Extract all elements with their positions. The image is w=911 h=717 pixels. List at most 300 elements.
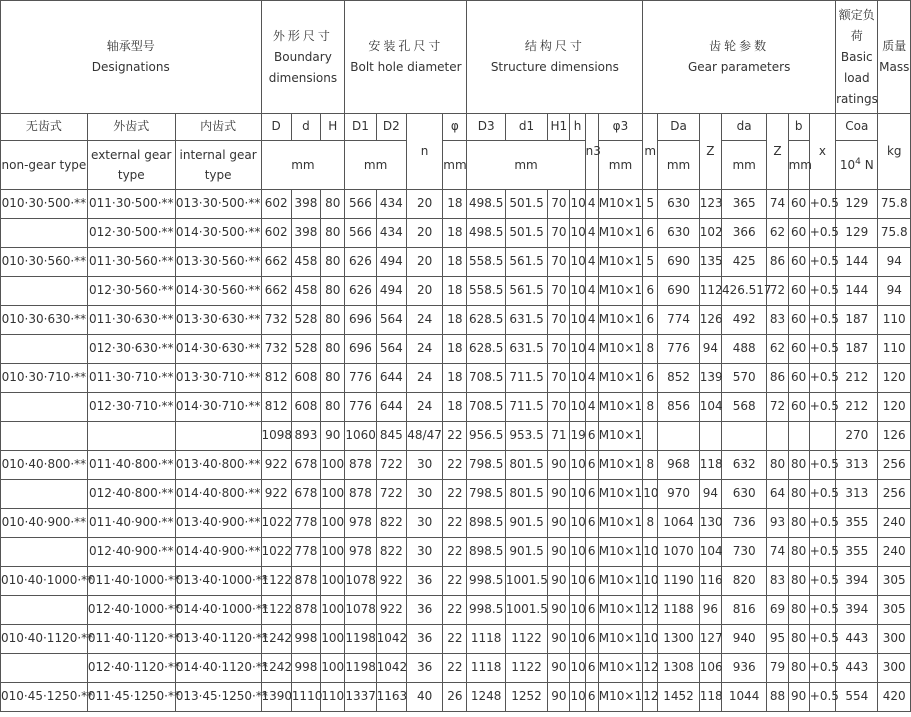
cell-n: 24 [406,335,442,364]
col-D2: D2 [376,114,406,141]
cell-Da: 774 [658,306,699,335]
col-h: h [570,114,585,141]
cell-da: 820 [721,567,766,596]
cell-phi: 22 [443,538,467,567]
cell-H1: 70 [548,190,570,219]
cell-Da: 852 [658,364,699,393]
cell-non [1,219,88,248]
cell-D3: 708.5 [467,393,505,422]
cell-da: 940 [721,625,766,654]
cell-H1: 70 [548,277,570,306]
cell-d1: 561.5 [505,277,547,306]
cell-coa: 212 [836,393,878,422]
cell-mass: 120 [878,393,911,422]
cell-D: 662 [261,248,291,277]
cell-H: 110 [321,683,345,712]
cell-H1: 70 [548,306,570,335]
cell-phi: 22 [443,480,467,509]
cell-H: 100 [321,451,345,480]
cell-D1: 1198 [345,625,376,654]
cell-n3: 6 [585,422,598,451]
cell-H: 90 [321,422,345,451]
cell-phi3: M10×1 [598,422,642,451]
cell-z2: 72 [767,277,788,306]
cell-mass: 305 [878,596,911,625]
cell-b: 60 [788,219,809,248]
cell-non [1,277,88,306]
cell-n3: 6 [585,654,598,683]
cell-z2: 80 [767,451,788,480]
cell-D: 1390 [261,683,291,712]
cell-z1 [699,422,721,451]
cell-z2: 79 [767,654,788,683]
cell-ext: 011·30·560·** [87,248,175,277]
cell-Da: 690 [658,248,699,277]
cell-D2: 1042 [376,625,406,654]
cell-x: +0.5 [809,306,835,335]
cell-phi3: M10×1 [598,654,642,683]
cell-h: 10 [570,538,585,567]
unit-coa-exp: 4 [855,156,861,167]
cell-D3: 956.5 [467,422,505,451]
cell-m: 12 [643,596,658,625]
unit-coa-n: N [860,157,874,172]
designations-zh: 轴承型号 [106,39,155,53]
cell-d: 398 [291,219,320,248]
boundary-header [261,1,345,114]
cell-D2: 922 [376,567,406,596]
cell-D3: 558.5 [467,277,505,306]
cell-mass: 420 [878,683,911,712]
cell-b: 60 [788,335,809,364]
cell-mass: 305 [878,567,911,596]
cell-D3: 628.5 [467,306,505,335]
cell-h: 10 [570,190,585,219]
cell-non [1,654,88,683]
cell-Da: 1308 [658,654,699,683]
cell-x: +0.5 [809,190,835,219]
cell-D1: 1078 [345,567,376,596]
cell-n3: 4 [585,190,598,219]
cell-n: 20 [406,277,442,306]
cell-n3: 6 [585,567,598,596]
cell-n: 40 [406,683,442,712]
cell-H1: 90 [548,509,570,538]
cell-x: +0.5 [809,219,835,248]
cell-D1: 626 [345,248,376,277]
cell-D1: 978 [345,538,376,567]
cell-Da: 970 [658,480,699,509]
cell-z1: 106 [699,654,721,683]
cell-n3: 6 [585,683,598,712]
cell-x: +0.5 [809,277,835,306]
cell-D3: 498.5 [467,190,505,219]
cell-H1: 90 [548,480,570,509]
cell-x [809,422,835,451]
cell-D: 732 [261,335,291,364]
cell-d: 778 [291,509,320,538]
cell-b: 80 [788,567,809,596]
cell-z2: 62 [767,219,788,248]
cell-z1: 94 [699,335,721,364]
unit-mm-structure: mm [467,141,585,190]
cell-d1: 801.5 [505,480,547,509]
col-Coa: Coa [836,114,878,141]
cell-n: 36 [406,567,442,596]
cell-phi: 18 [443,219,467,248]
type-internal-en: internal gear type [175,141,261,190]
cell-x: +0.5 [809,625,835,654]
designations-header [1,1,262,114]
cell-z2: 83 [767,567,788,596]
cell-phi: 18 [443,190,467,219]
cell-z2: 74 [767,538,788,567]
cell-phi: 18 [443,335,467,364]
cell-Da: 630 [658,190,699,219]
cell-z2: 72 [767,393,788,422]
unit-kg: kg [878,114,911,190]
cell-da: 936 [721,654,766,683]
cell-H1: 90 [548,567,570,596]
table-row [1,190,911,219]
cell-d: 678 [291,451,320,480]
cell-d1: 501.5 [505,219,547,248]
cell-phi3: M10×1 [598,567,642,596]
cell-D3: 558.5 [467,248,505,277]
cell-phi3: M10×1 [598,190,642,219]
cell-z1: 102 [699,219,721,248]
cell-d1: 561.5 [505,248,547,277]
cell-mass: 256 [878,480,911,509]
cell-da: 736 [721,509,766,538]
rating-header [836,1,878,114]
unit-mm-bolt: mm [345,141,407,190]
col-d: d [291,114,320,141]
cell-D: 732 [261,306,291,335]
cell-D1: 776 [345,364,376,393]
cell-ext: 011·30·500·** [87,190,175,219]
cell-H: 80 [321,277,345,306]
cell-ext: 012·30·630·** [87,335,175,364]
boundary-zh: 外形尺寸 [272,28,333,43]
cell-h: 10 [570,335,585,364]
cell-m: 12 [643,654,658,683]
cell-phi: 22 [443,625,467,654]
cell-Da: 690 [658,277,699,306]
table-row [1,654,911,683]
header-row-groups [1,1,911,114]
cell-phi3: M10×1 [598,364,642,393]
cell-mass: 75.8 [878,219,911,248]
cell-D2: 434 [376,219,406,248]
cell-h: 10 [570,625,585,654]
cell-phi: 22 [443,654,467,683]
cell-D2: 822 [376,538,406,567]
gear-zh: 齿轮参数 [709,39,770,53]
cell-h: 10 [570,451,585,480]
type-external-zh: 外齿式 [87,114,175,141]
cell-H: 100 [321,625,345,654]
cell-h: 10 [570,683,585,712]
cell-int: 013·40·900·** [175,509,261,538]
cell-D: 602 [261,219,291,248]
structure-en: Structure dimensions [490,60,619,74]
cell-H: 80 [321,190,345,219]
cell-Da: 1188 [658,596,699,625]
cell-D1: 1078 [345,596,376,625]
cell-d1: 901.5 [505,509,547,538]
cell-D1: 566 [345,190,376,219]
cell-D3: 1118 [467,625,505,654]
cell-d1: 901.5 [505,538,547,567]
cell-D1: 566 [345,219,376,248]
cell-H1: 90 [548,654,570,683]
cell-mass: 110 [878,306,911,335]
cell-n: 36 [406,654,442,683]
cell-n3: 6 [585,480,598,509]
cell-H1: 71 [548,422,570,451]
cell-phi: 18 [443,248,467,277]
cell-n3: 4 [585,364,598,393]
cell-D2: 644 [376,364,406,393]
cell-int: 013·40·1000·** [175,567,261,596]
cell-z2: 88 [767,683,788,712]
cell-z2: 62 [767,335,788,364]
cell-b: 80 [788,654,809,683]
cell-ext: 012·30·560·** [87,277,175,306]
cell-da: 816 [721,596,766,625]
cell-phi: 22 [443,567,467,596]
cell-H1: 70 [548,364,570,393]
cell-non: 010·40·1000·** [1,567,88,596]
cell-d1: 711.5 [505,364,547,393]
cell-D2: 822 [376,509,406,538]
cell-z1: 96 [699,596,721,625]
col-H: H [321,114,345,141]
cell-da: 570 [721,364,766,393]
cell-n3: 4 [585,393,598,422]
cell-mass: 300 [878,625,911,654]
cell-non: 010·45·1250·** [1,683,88,712]
table-row [1,335,911,364]
cell-b: 60 [788,393,809,422]
cell-H1: 90 [548,538,570,567]
cell-z1: 94 [699,480,721,509]
cell-z2: 64 [767,480,788,509]
col-D: D [261,114,291,141]
cell-m: 6 [643,364,658,393]
bolt-hole-en: Bolt hole diameter [350,60,462,74]
cell-h: 19 [570,422,585,451]
cell-n: 20 [406,190,442,219]
cell-D1: 626 [345,277,376,306]
cell-Da: 630 [658,219,699,248]
cell-phi3: M10×1 [598,625,642,654]
cell-n3: 4 [585,335,598,364]
cell-mass: 126 [878,422,911,451]
cell-n: 24 [406,306,442,335]
cell-x: +0.5 [809,683,835,712]
cell-da: 730 [721,538,766,567]
cell-D2: 1042 [376,654,406,683]
cell-D: 812 [261,393,291,422]
cell-z1: 104 [699,538,721,567]
cell-Da [658,422,699,451]
cell-D1: 696 [345,335,376,364]
cell-non [1,393,88,422]
cell-m [643,422,658,451]
cell-D1: 696 [345,306,376,335]
cell-phi: 18 [443,306,467,335]
cell-da: 366 [721,219,766,248]
cell-z1: 118 [699,683,721,712]
cell-ext: 012·40·900·** [87,538,175,567]
cell-H: 100 [321,509,345,538]
col-m: m [643,114,658,190]
cell-D2: 922 [376,596,406,625]
mass-header [878,1,911,114]
cell-coa: 355 [836,509,878,538]
cell-D2: 494 [376,248,406,277]
cell-z1: 123 [699,190,721,219]
cell-z1: 118 [699,451,721,480]
cell-D: 812 [261,364,291,393]
cell-da: 630 [721,480,766,509]
cell-x: +0.5 [809,509,835,538]
rating-en3: ratings [836,91,878,106]
cell-Da: 856 [658,393,699,422]
cell-phi3: M10×1 [598,219,642,248]
cell-x: +0.5 [809,596,835,625]
cell-d: 608 [291,364,320,393]
cell-d: 1110 [291,683,320,712]
cell-b [788,422,809,451]
cell-phi3: M10×1 [598,596,642,625]
cell-phi3: M10×1 [598,509,642,538]
cell-n: 36 [406,625,442,654]
col-b: b [788,114,809,141]
cell-h: 10 [570,567,585,596]
cell-int: 013·30·710·** [175,364,261,393]
cell-h: 10 [570,596,585,625]
cell-Da: 1070 [658,538,699,567]
col-x: x [809,114,835,190]
cell-b: 90 [788,683,809,712]
cell-phi: 22 [443,451,467,480]
cell-d: 398 [291,190,320,219]
cell-D2: 722 [376,480,406,509]
table-row [1,219,911,248]
cell-non: 010·30·500·** [1,190,88,219]
cell-phi3: M10×1 [598,451,642,480]
unit-mm-boundary: mm [261,141,345,190]
cell-d: 778 [291,538,320,567]
cell-mass: 75.8 [878,190,911,219]
cell-phi3: M10×1 [598,277,642,306]
cell-ext: 011·45·1250·** [87,683,175,712]
cell-D3: 628.5 [467,335,505,364]
cell-Da: 1452 [658,683,699,712]
cell-x: +0.5 [809,335,835,364]
cell-coa: 394 [836,567,878,596]
cell-d1: 1001.5 [505,567,547,596]
designations-en: Designations [91,60,170,74]
cell-m: 8 [643,509,658,538]
cell-m: 10 [643,480,658,509]
cell-n: 48/47 [406,422,442,451]
cell-H1: 90 [548,683,570,712]
cell-ext: 011·40·1000·** [87,567,175,596]
cell-d: 528 [291,335,320,364]
cell-D3: 1248 [467,683,505,712]
cell-ext: 012·40·800·** [87,480,175,509]
cell-d1: 501.5 [505,190,547,219]
table-body [1,190,911,712]
cell-D1: 878 [345,480,376,509]
cell-coa: 187 [836,335,878,364]
cell-H: 80 [321,248,345,277]
cell-mass: 240 [878,509,911,538]
cell-int: 013·30·500·** [175,190,261,219]
cell-d1: 1252 [505,683,547,712]
cell-n: 24 [406,364,442,393]
col-H1: H1 [548,114,570,141]
col-phi: φ [443,114,467,141]
cell-D3: 898.5 [467,538,505,567]
cell-n: 20 [406,248,442,277]
col-Da: Da [658,114,699,141]
cell-n: 24 [406,393,442,422]
cell-D1: 1198 [345,654,376,683]
cell-H: 80 [321,393,345,422]
table-row [1,625,911,654]
cell-mass: 94 [878,248,911,277]
col-n: n [406,114,442,190]
col-da: da [721,114,766,141]
cell-H: 100 [321,567,345,596]
cell-H1: 70 [548,393,570,422]
cell-m: 8 [643,393,658,422]
unit-mm-Da: mm [658,141,699,190]
cell-int: 014·30·630·** [175,335,261,364]
cell-Da: 1300 [658,625,699,654]
cell-non [1,335,88,364]
cell-h: 10 [570,219,585,248]
cell-phi: 18 [443,277,467,306]
cell-D1: 1337 [345,683,376,712]
cell-ext: 011·40·900·** [87,509,175,538]
cell-D2: 644 [376,393,406,422]
cell-coa: 187 [836,306,878,335]
cell-D1: 776 [345,393,376,422]
cell-D2: 564 [376,306,406,335]
table-row [1,364,911,393]
cell-z1: 127 [699,625,721,654]
cell-int [175,422,261,451]
cell-coa: 270 [836,422,878,451]
cell-mass: 240 [878,538,911,567]
cell-non: 010·30·630·** [1,306,88,335]
cell-z2: 93 [767,509,788,538]
cell-D2: 434 [376,190,406,219]
unit-mm-phi3: mm [598,141,642,190]
cell-z1: 130 [699,509,721,538]
cell-coa: 313 [836,451,878,480]
cell-phi3: M10×1 [598,480,642,509]
cell-d: 458 [291,277,320,306]
cell-D: 922 [261,451,291,480]
cell-x: +0.5 [809,538,835,567]
